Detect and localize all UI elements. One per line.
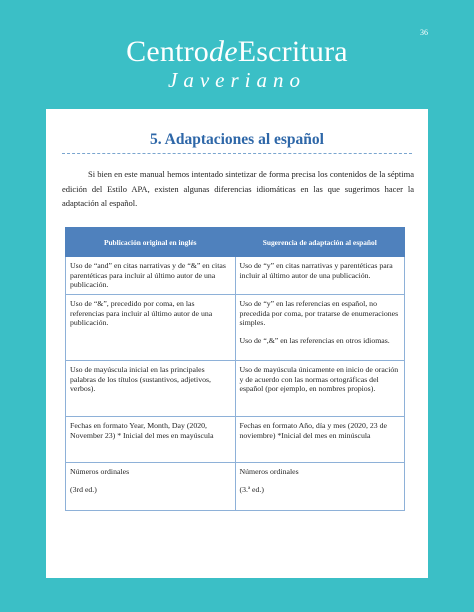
cell-text: Uso de “y” en las referencias en español, no precedida por coma, por tratarse de enumeraciones simples.: [239, 299, 399, 328]
cell-original: [66, 417, 236, 463]
section-title: 5. Adaptaciones al español: [150, 131, 324, 148]
logo-line1: [0, 36, 474, 68]
header-original: Publicación original en inglés: [66, 228, 236, 257]
logo: [0, 36, 474, 92]
content-card: [46, 109, 428, 578]
adaptation-table: [65, 227, 405, 511]
cell-text: (3.ª ed.): [239, 484, 264, 494]
cell-text: Uso de mayúscula únicamente en inicio de oración y de acuerdo con las normas ortográficas del español (por ejemplo, en nombres propios).: [239, 365, 399, 394]
cell-original: [66, 361, 236, 417]
table-row: [66, 295, 405, 361]
table-header-row: [66, 228, 405, 257]
logo-part2: de: [209, 35, 238, 68]
cell-text: Uso de “and” en citas narrativas y de “&” en citas parentéticas para incluir al último autor de una publicación.: [70, 261, 226, 290]
cell-text: Números ordinales: [70, 467, 130, 476]
cell-adaptation: [235, 361, 405, 417]
cell-text: Uso de mayúscula inicial en las principales palabras de los títulos (sustantivos, adjetivos, verbos).: [70, 365, 211, 394]
logo-line2: Javeriano: [168, 68, 306, 92]
table-row: [66, 257, 405, 295]
cell-text: Uso de “,&” en las referencias en otros idiomas.: [239, 335, 390, 345]
intro-paragraph: [62, 167, 414, 211]
cell-original: [66, 295, 236, 361]
cell-original: [66, 463, 236, 511]
table-row: [66, 417, 405, 463]
cell-text: (3rd ed.): [70, 484, 97, 494]
table-row: [66, 361, 405, 417]
cell-text: Uso de “y” en citas narrativas y parentéticas para incluir al último autor de una publicación.: [239, 261, 393, 280]
table-row: [66, 463, 405, 511]
logo-part3: Escritura: [237, 35, 348, 68]
cell-text: Fechas en formato Año, día y mes (2020, 23 de noviembre) *Inicial del mes en minúscula: [239, 421, 387, 440]
logo-part1: Centro: [126, 35, 210, 68]
cell-text: Números ordinales: [239, 467, 299, 476]
cell-adaptation: [235, 417, 405, 463]
page-number: 36: [420, 28, 428, 37]
title-divider: [62, 153, 412, 154]
intro-text: Si bien en este manual hemos intentado sintetizar de forma precisa los contenidos de la séptima edición del Estilo APA, existen algunas diferencias idiomáticas en las que sugerimos hacer la adaptación al español.: [62, 169, 414, 208]
cell-original: [66, 257, 236, 295]
cell-adaptation: [235, 257, 405, 295]
cell-text: Uso de “&”, precedido por coma, en las referencias para incluir al último autor de una publicación.: [70, 299, 213, 328]
cell-adaptation: [235, 463, 405, 511]
header-adaptation: Sugerencia de adaptación al español: [235, 228, 405, 257]
cell-adaptation: [235, 295, 405, 361]
cell-text: Fechas en formato Year, Month, Day (2020, November 23) * Inicial del mes en mayúscula: [70, 421, 214, 440]
